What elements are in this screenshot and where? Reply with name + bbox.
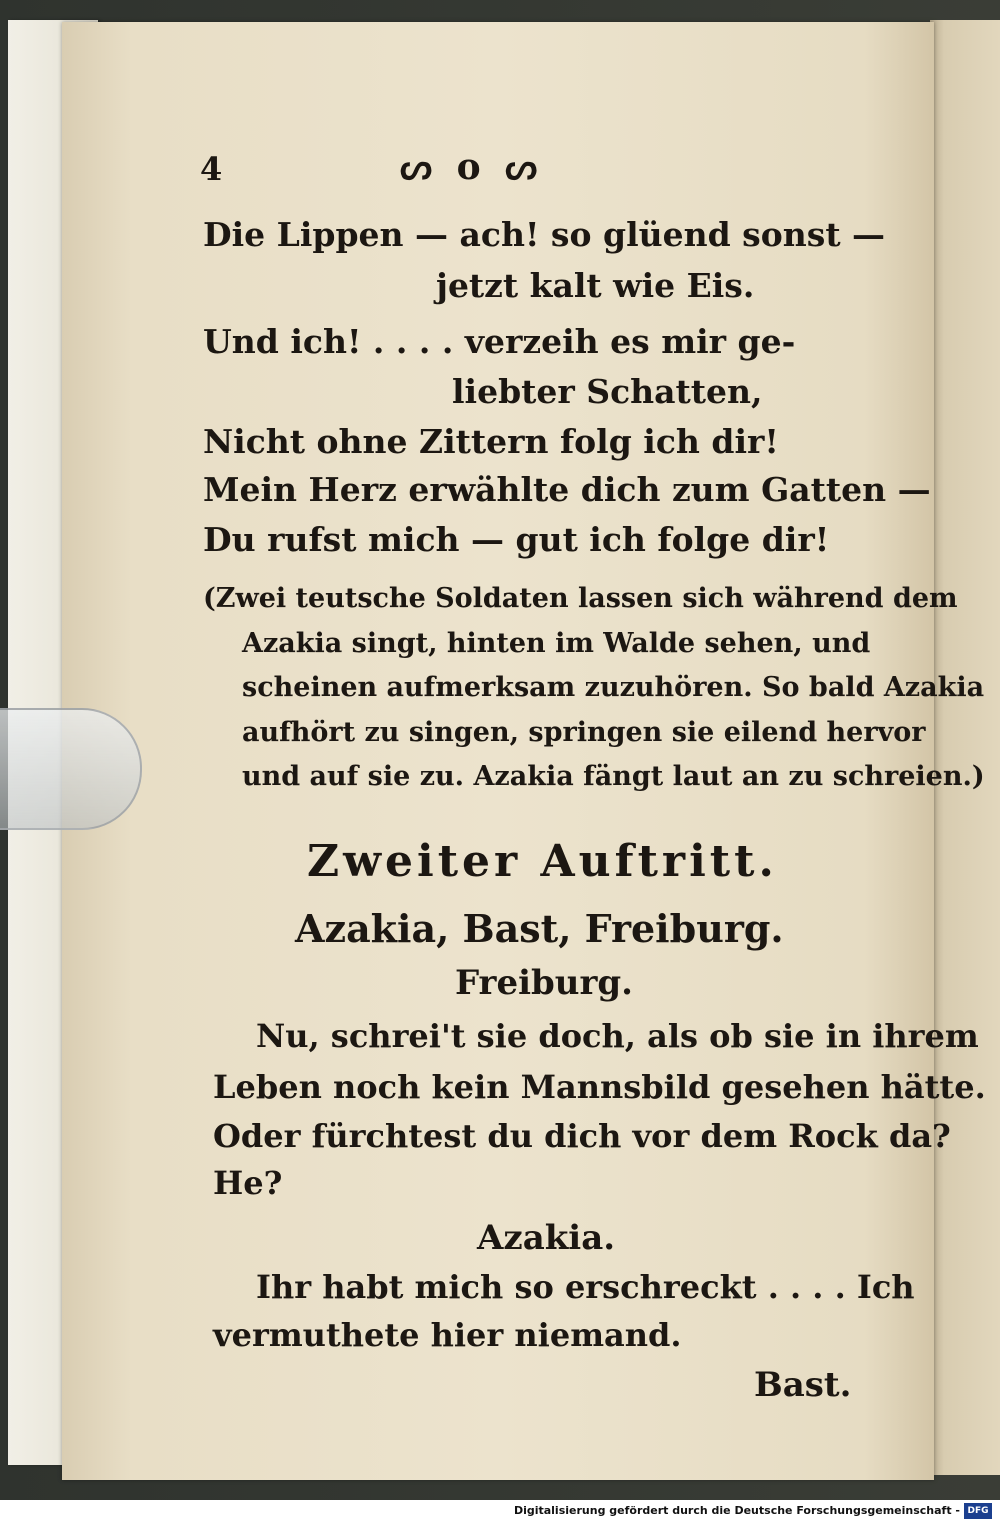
stage-direction-line: aufhört zu singen, springen sie eilend hervor bbox=[242, 717, 926, 748]
funding-credit: Digitalisierung gefördert durch die Deutsche Forschungsgemeinschaft - bbox=[513, 1504, 960, 1517]
verse-line: Mein Herz erwählte dich zum Gatten — bbox=[203, 470, 931, 509]
header-ornament: ᔕ ᴏ ᔕ bbox=[400, 146, 544, 188]
speaker-name: Azakia. bbox=[477, 1218, 616, 1258]
verse-line: Und ich! . . . . verzeih es mir ge- bbox=[203, 322, 796, 361]
verse-line: jetzt kalt wie Eis. bbox=[436, 266, 755, 305]
speech-line: Nu, schrei't sie doch, als ob sie in ihrem bbox=[256, 1017, 979, 1055]
dfg-logo: DFG bbox=[964, 1503, 992, 1519]
speaker-name: Freiburg. bbox=[455, 963, 634, 1003]
page-holder-clip bbox=[0, 708, 142, 830]
verse-line: liebter Schatten, bbox=[452, 372, 763, 411]
stage-direction-line: und auf sie zu. Azakia fängt laut an zu schreien.) bbox=[242, 761, 985, 792]
speech-line: Ihr habt mich so erschreckt . . . . Ich bbox=[256, 1268, 915, 1306]
character-list: Azakia, Bast, Freiburg. bbox=[295, 906, 784, 951]
speech-line: Leben noch kein Mannsbild gesehen hätte. bbox=[213, 1068, 986, 1106]
speech-line: vermuthete hier niemand. bbox=[213, 1316, 682, 1354]
verse-line: Die Lippen — ach! so glüend sonst — bbox=[203, 215, 886, 254]
scene-heading: Zweiter Auftritt. bbox=[307, 836, 778, 887]
stage-direction-line: Azakia singt, hinten im Walde sehen, und bbox=[242, 628, 871, 659]
stage-direction-line: (Zwei teutsche Soldaten lassen sich während dem bbox=[203, 583, 958, 614]
speech-line: He? bbox=[213, 1164, 283, 1202]
verse-line: Nicht ohne Zittern folg ich dir! bbox=[203, 422, 779, 461]
page-number: 4 bbox=[200, 150, 223, 188]
verse-line: Du rufst mich — gut ich folge dir! bbox=[203, 520, 830, 559]
facing-page-edge bbox=[930, 20, 1000, 1475]
stage-direction-line: scheinen aufmerksam zuzuhören. So bald Azakia bbox=[242, 672, 985, 703]
speaker-name: Bast. bbox=[754, 1365, 852, 1405]
speech-line: Oder fürchtest du dich vor dem Rock da? bbox=[213, 1117, 951, 1155]
digitization-footer bbox=[0, 1500, 1000, 1523]
